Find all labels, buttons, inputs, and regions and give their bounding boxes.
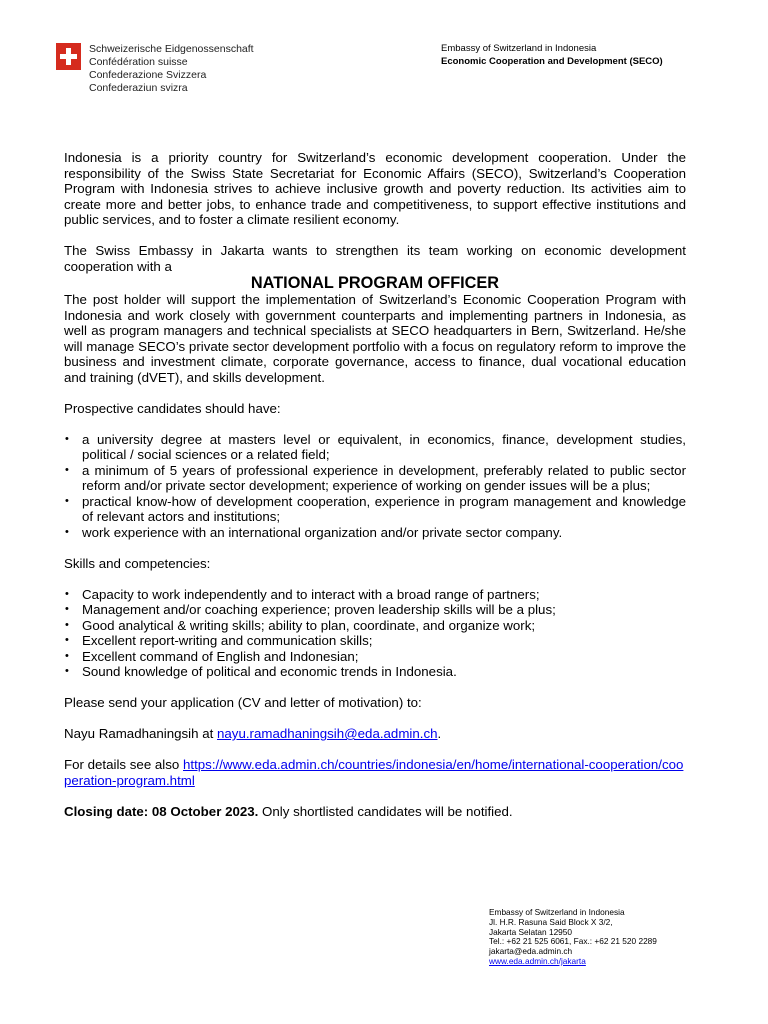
job-description: The post holder will support the implementation of Switzerland’s Economic Cooperation Program with Indonesia and work closely with government counterparts and implementing partners in Indonesia, as well as program managers and technical specialists at SECO headquarters in Bern, Switzerland. He/she will manage SECO’s private sector development portfolio with a focus on regulatory reform to improve the business and investment climate, corporate governance, access to finance, dual vocational education and training (dVET), and skills development.	[64, 292, 686, 385]
footer-line: Jl. H.R. Rasuna Said Block X 3/2,	[489, 916, 613, 927]
intro-paragraph: Indonesia is a priority country for Switzerland’s economic development cooperation. Under the responsibility of the Swiss State Secretariat for Economic Affairs (SECO), Switzerland’s Cooperation Program with Indonesia strives to achieve inclusive growth and poverty reduction. Its activities aim to create more and better jobs, to enhance trade and competitiveness, to support effective institutions and public services, and to foster a climate resilient economy.	[64, 150, 686, 227]
footer-line: Jakarta Selatan 12950	[489, 926, 573, 937]
contact-line: Nayu Ramadhaningsih at nayu.ramadhaningsih@eda.admin.ch.	[64, 726, 442, 741]
logo-line: Confédération suisse	[89, 56, 188, 68]
footer-line: Tel.: +62 21 525 6061, Fax.: +62 21 520 2289	[489, 936, 657, 947]
list-item: • a university degree at masters level or equivalent, in economics, finance, development studies, political / social sciences or a related field;	[64, 432, 686, 463]
logo-line: Confederazione Svizzera	[89, 69, 207, 81]
details-line	[64, 757, 686, 788]
list-item: • Capacity to work independently and to interact with a broad range of partners;	[64, 587, 686, 603]
footer-line: Embassy of Switzerland in Indonesia	[489, 907, 625, 917]
skills-heading: Skills and competencies:	[64, 555, 211, 571]
header-department: Economic Cooperation and Development (SECO)	[441, 56, 663, 67]
list-item: • Good analytical & writing skills; ability to plan, coordinate, and organize work;	[64, 618, 686, 634]
logo-text	[89, 43, 254, 95]
list-item: • Management and/or coaching experience; proven leadership skills will be a plus;	[64, 602, 686, 618]
contact-email-link[interactable]: nayu.ramadhaningsih@eda.admin.ch	[217, 726, 438, 741]
list-item: • practical know-how of development cooperation, experience in program management and knowledge of relevant actors and institutions;	[64, 494, 686, 525]
details-prefix: For details see also	[64, 757, 183, 772]
skills-list	[64, 587, 686, 680]
logo-line: Schweizerische Eidgenossenschaft	[89, 43, 254, 55]
contact-name: Nayu Ramadhaningsih at	[64, 726, 218, 741]
header-organization	[441, 42, 663, 68]
logo-line: Confederaziun svizra	[89, 82, 188, 94]
intro-paragraph-2: The Swiss Embassy in Jakarta wants to strengthen its team working on economic development cooperation with a	[64, 243, 686, 274]
requirements-heading: Prospective candidates should have:	[64, 400, 281, 416]
application-instructions: Please send your application (CV and letter of motivation) to:	[64, 695, 422, 710]
swiss-confederation-logo	[56, 43, 254, 95]
footer-website-link[interactable]: www.eda.admin.ch/jakarta	[489, 955, 586, 966]
page-title: NATIONAL PROGRAM OFFICER	[250, 274, 500, 292]
list-item: • Excellent command of English and Indonesian;	[64, 649, 686, 665]
list-item: • Excellent report-writing and communication skills;	[64, 633, 686, 649]
closing-note: Only shortlisted candidates will be notified.	[258, 803, 513, 819]
list-item: • Sound knowledge of political and economic trends in Indonesia.	[64, 664, 686, 680]
footer-email: jakarta@eda.admin.ch	[489, 946, 573, 957]
list-item: • a minimum of 5 years of professional experience in development, preferably related to public sector reform and/or private sector development; experience of working on gender issues will be a plus;	[64, 463, 686, 494]
swiss-flag-icon	[56, 43, 81, 70]
footer-address	[489, 908, 657, 967]
details-url-link[interactable]: https://www.eda.admin.ch/countries/indonesia/en/home/international-cooperation/cooperation-program.html	[64, 757, 684, 788]
closing-line	[64, 804, 686, 820]
header-embassy: Embassy of Switzerland in Indonesia	[441, 43, 597, 54]
document-body	[64, 150, 686, 819]
requirements-list	[64, 432, 686, 541]
list-item: • work experience with an international organization and/or private sector company.	[64, 525, 686, 541]
closing-date: Closing date: 08 October 2023.	[64, 803, 259, 819]
